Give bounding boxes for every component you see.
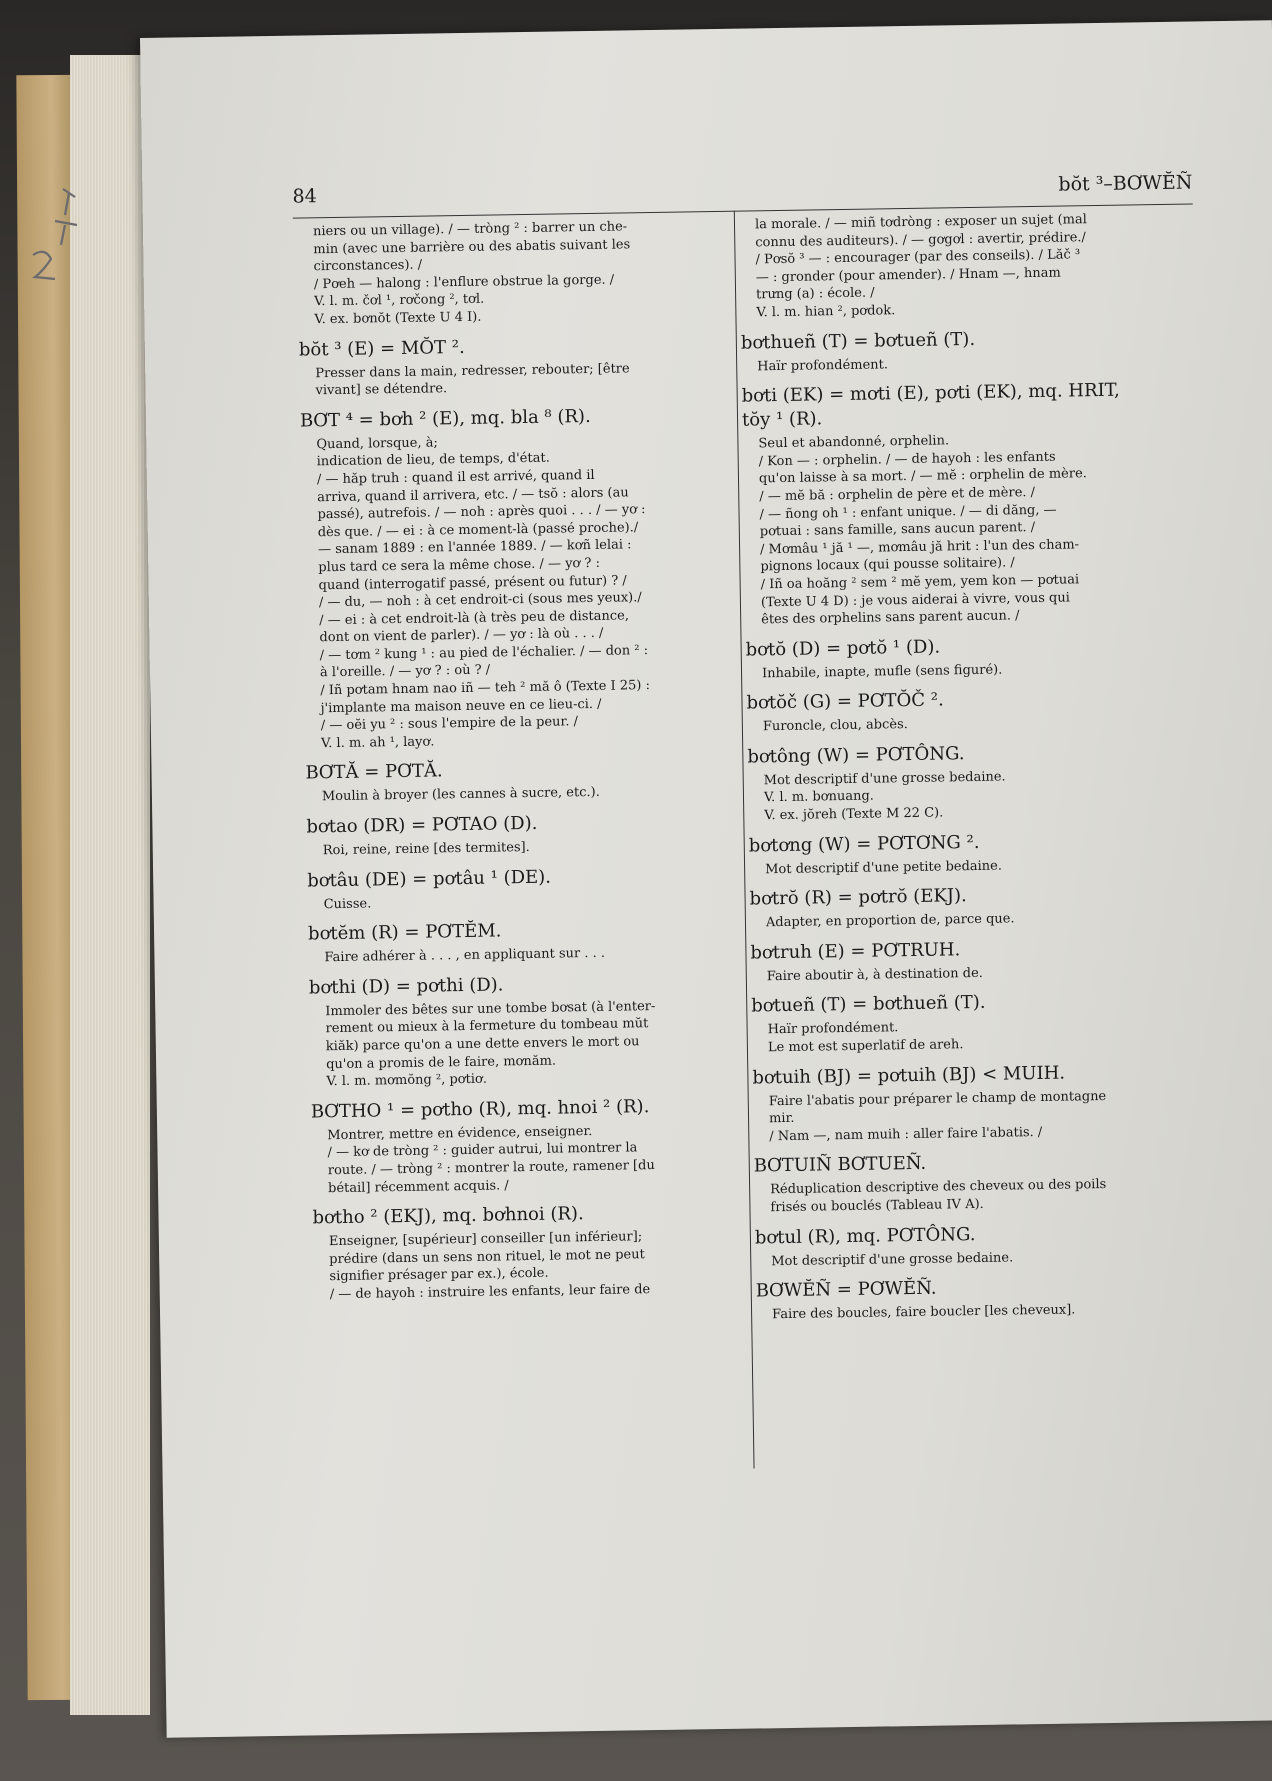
definition-line: Enseigner, [supérieur] conseiller [un inférieur]; bbox=[328, 1229, 643, 1250]
dictionary-entry bbox=[755, 1273, 1168, 1324]
pencil-note bbox=[25, 185, 85, 285]
definition-line: pơtuai : sans famille, sans aucun parent. / bbox=[759, 520, 1036, 540]
definition-line: V. l. m. hian ², pơdok. bbox=[756, 303, 896, 321]
definition-line: V. ex. jŏreh (Texte M 22 C). bbox=[764, 805, 944, 824]
definition-line: Faire aboutir à, à destination de. bbox=[766, 965, 983, 985]
definition-line: vivant] se détendre. bbox=[315, 381, 448, 399]
definition-line: arriva, quand il arrivera, etc. / — tsŏ : alors (au bbox=[317, 484, 629, 505]
entry-headword: bơtĕm (R) = PƠTĔM. bbox=[307, 920, 502, 945]
dictionary-entry bbox=[306, 809, 718, 860]
definition-line: min (avec une barrière ou des abatis suivant les bbox=[313, 236, 631, 257]
dictionary-entry bbox=[750, 935, 1162, 986]
definition-line: Haïr profondément. bbox=[767, 1020, 899, 1038]
definition-line: bétail] récemment acquis. / bbox=[327, 1177, 509, 1196]
entry-headword: bơtao (DR) = PƠTAO (D). bbox=[306, 812, 538, 838]
definition-line: / — ñong oh ¹ : enfant unique. / — di dăng, — bbox=[759, 502, 1057, 522]
definition-line: Le mot est superlatif de areh. bbox=[767, 1037, 964, 1056]
definition-line: / Iñ pơtam hnam nao iñ — teh ² mă ô (Texte I 25) : bbox=[320, 678, 651, 699]
dictionary-entry bbox=[307, 916, 720, 967]
definition-line: — sanam 1889 : en l'année 1889. / — kơñ lelai : bbox=[317, 537, 632, 558]
dictionary-entry bbox=[755, 210, 1152, 322]
definition-line: circonstances). / bbox=[313, 257, 423, 275]
dictionary-entry bbox=[741, 378, 1157, 629]
dictionary-entry bbox=[746, 685, 1158, 736]
entry-headword: bơti (EK) = mơti (E), pơti (EK), mq. HRIT, tŏy ¹ (R). bbox=[741, 379, 1120, 431]
definition-line: Mot descriptif d'une grosse bedaine. bbox=[771, 1250, 1014, 1269]
definition-line: j'implante ma maison neuve en ce lieu-ci. / bbox=[320, 696, 602, 716]
dictionary-entry bbox=[298, 332, 711, 400]
definition-line: Montrer, mettre en évidence, enseigner. bbox=[327, 1123, 593, 1143]
entry-headword: bơtho ² (EKJ), mq. bơhnoi (R). bbox=[312, 1203, 584, 1229]
definition-line: / Nam —, nam muih : aller faire l'abatis. / bbox=[769, 1124, 1043, 1145]
definition-line: à l'oreille. / — yơ ? : où ? / bbox=[319, 663, 491, 681]
definition-line: frisés ou bouclés (Tableau IV A). bbox=[770, 1196, 984, 1216]
entry-headword: bơtơng (W) = PƠTƠNG ². bbox=[748, 831, 980, 857]
entry-headword: BƠTĂ = PƠTĂ. bbox=[305, 760, 443, 784]
entry-headword: bơtrŏ (R) = pơtrŏ (EKJ). bbox=[749, 885, 967, 910]
definition-line: — : gronder (pour amender). / Hnam —, hnam bbox=[755, 265, 1061, 286]
definition-line: Cuisse. bbox=[323, 896, 372, 912]
dictionary-entry bbox=[745, 632, 1158, 683]
definition-line: Moulin à broyer (les cannes à sucre, etc.). bbox=[321, 785, 600, 805]
definition-line: trưng (a) : école. / bbox=[755, 285, 875, 303]
definition-line: / — hăp truh : quand il est arrivé, quand il bbox=[316, 467, 595, 488]
definition-line: / — oĕi yu ² : sous l'empire de la peur. / bbox=[320, 714, 579, 734]
definition-line: / Pơeh — halong : l'enflure obstrue la gorge. / bbox=[313, 272, 615, 293]
definition-line: dès que. / — ei : à ce moment-là (passé proche)./ bbox=[317, 519, 639, 540]
left-column bbox=[298, 217, 725, 1313]
definition-line: / — ei : à cet endroit-là (à très peu de distance, bbox=[319, 608, 630, 628]
dictionary-entry bbox=[305, 755, 717, 806]
dictionary-entry bbox=[748, 828, 1161, 879]
entry-headword: BƠTHO ¹ = pơtho (R), mq. hnoi ² (R). bbox=[310, 1095, 650, 1123]
definition-line: niers ou un village). / — tròng ² : barrer un che- bbox=[312, 219, 628, 240]
entry-headword: bơthueñ (T) = bơtueñ (T). bbox=[740, 328, 976, 354]
dictionary-entry bbox=[312, 1200, 724, 1304]
definition-line: dont on vient de parler). / — yơ : là où . . . / bbox=[319, 626, 604, 646]
definition-line: (Texte U 4 D) : je vous aiderai à vivre, vous qui bbox=[760, 589, 1070, 610]
definition-line: / Kon — : orphelin. / — de hayoh : les enfants bbox=[758, 449, 1056, 470]
definition-line: Adapter, en proportion de, parce que. bbox=[765, 911, 1015, 931]
definition-line: / Mơmâu ¹ jă ¹ —, mơmâu jă hrit : l'un des cham- bbox=[759, 537, 1080, 558]
right-column bbox=[740, 210, 1167, 1333]
definition-line: passé), autrefois. / — noh : après quoi . . . / — yơ : bbox=[317, 502, 646, 523]
definition-line: kiăk) parce qu'on a une dette envers le mort ou bbox=[325, 1034, 640, 1055]
definition-line: Presser dans la main, redresser, rebouter; [être bbox=[315, 360, 630, 381]
definition-line: pignons locaux (qui pousse solitaire). / bbox=[760, 555, 1015, 575]
entry-headword: bŏt ³ (E) = MŎT ². bbox=[298, 336, 465, 361]
definition-line: V. l. m. ah ¹, layơ. bbox=[320, 734, 435, 752]
definition-line: qu'on laisse à sa mort. / — mĕ : orphelin de mère. bbox=[758, 466, 1087, 487]
entry-headword: BƠT ⁴ = bơh ² (E), mq. bla ⁸ (R). bbox=[299, 405, 591, 432]
entry-headword: bơtul (R), mq. PƠTÔNG. bbox=[754, 1223, 976, 1249]
definition-line: plus tard ce sera la même chose. / — yơ ? : bbox=[318, 555, 601, 576]
definition-line: / — de hayoh : instruire les enfants, leur faire de bbox=[329, 1282, 651, 1303]
entry-headword: bơtuih (BJ) = pơtuih (BJ) < MUIH. bbox=[752, 1062, 1066, 1089]
definition-line: Immoler des bêtes sur une tombe bơsat (à l'enter- bbox=[325, 998, 656, 1020]
dictionary-entry bbox=[753, 1148, 1166, 1216]
dictionary-entry bbox=[752, 1060, 1164, 1146]
dictionary-page bbox=[140, 20, 1272, 1738]
entry-headword: bơtông (W) = PƠTÔNG. bbox=[747, 743, 965, 768]
entry-headword: BƠWĔÑ = PƠWĔÑ. bbox=[755, 1277, 937, 1302]
definition-line: V. l. m. bơnuang. bbox=[763, 789, 874, 806]
dictionary-entry bbox=[310, 1094, 723, 1198]
definition-line: / — mĕ bă : orphelin de père et de mère. / bbox=[759, 484, 1036, 505]
definition-line: Mot descriptif d'une petite bedaine. bbox=[765, 858, 1003, 877]
definition-line: Faire adhérer à . . . , en appliquant sur . . . bbox=[324, 946, 606, 966]
definition-line: / Pơsŏ ³ — : encourager (par des conseils). / Lăč ³ bbox=[755, 247, 1081, 268]
definition-line: V. ex. bơnŏt (Texte U 4 I). bbox=[314, 309, 482, 328]
definition-line: Mot descriptif d'une grosse bedaine. bbox=[763, 769, 1006, 789]
definition-line: Seul et abandonné, orphelin. bbox=[758, 433, 950, 452]
definition-line: indication de lieu, de temps, d'état. bbox=[316, 450, 550, 470]
definition-line: / — tơm ² kung ¹ : au pied de l'échalier. / — don ² : bbox=[319, 642, 649, 664]
entry-headword: bơtŏ (D) = pơtŏ ¹ (D). bbox=[745, 636, 941, 661]
definition-line: Réduplication descriptive des cheveux ou des poils bbox=[770, 1177, 1107, 1198]
dictionary-entry bbox=[747, 739, 1159, 825]
definition-line: / Iñ oa hoăng ² sem ² mĕ yem, yem kon — pơtuai bbox=[760, 572, 1080, 593]
entry-headword: BƠTUIÑ BƠTUEÑ. bbox=[753, 1153, 927, 1177]
page-edges bbox=[70, 55, 150, 1715]
dictionary-entry bbox=[308, 970, 722, 1091]
definition-line: route. / — tròng ² : montrer la route, ramener [du bbox=[327, 1158, 655, 1179]
dictionary-entry bbox=[754, 1220, 1167, 1271]
running-head: bŏt ³–BƠWĔÑ bbox=[1058, 171, 1193, 196]
entry-headword: bơtueñ (T) = bơthueñ (T). bbox=[751, 992, 986, 1017]
definition-line: mir. bbox=[768, 1111, 795, 1127]
entry-headword: bơtŏč (G) = PƠTŎČ ². bbox=[746, 689, 944, 714]
dictionary-entry bbox=[299, 403, 716, 753]
entry-headword: bơthi (D) = pơthi (D). bbox=[308, 974, 504, 999]
dictionary-entry bbox=[313, 217, 710, 329]
dictionary-entry bbox=[751, 989, 1163, 1057]
dictionary-entry bbox=[740, 325, 1153, 376]
definition-line: / — kơ de tròng ² : guider autrui, lui montrer la bbox=[327, 1140, 638, 1161]
definition-line: Faire l'abatis pour préparer le champ de montagne bbox=[768, 1088, 1107, 1109]
definition-line: V. l. m. čơl ¹, rơčong ², tơl. bbox=[314, 292, 485, 310]
definition-line: Quand, lorsque, à; bbox=[316, 435, 438, 453]
definition-line: Inhabile, inapte, mufle (sens figuré). bbox=[761, 662, 1003, 681]
definition-line: êtes des orphelins sans parent aucun. / bbox=[761, 608, 1020, 628]
definition-line: Furoncle, clou, abcès. bbox=[762, 717, 908, 735]
definition-line: quand (interrogatif passé, présent ou futur) ? / bbox=[318, 572, 627, 593]
definition-line: Roi, reine, reine [des termites]. bbox=[322, 840, 530, 859]
definition-line: / — du, — noh : à cet endroit-ci (sous mes yeux)./ bbox=[318, 590, 642, 611]
definition-line: V. l. m. mơmŏng ², pơtiơ. bbox=[326, 1071, 488, 1090]
entry-headword: bơtâu (DE) = pơtâu ¹ (DE). bbox=[307, 866, 552, 892]
definition-line: prédire (dans un sens non rituel, le mot ne peut bbox=[329, 1246, 645, 1267]
definition-line: rement ou mieux à la fermeture du tombeau mŭt bbox=[325, 1016, 649, 1037]
entry-headword: bơtruh (E) = PƠTRUH. bbox=[750, 939, 961, 964]
page-number: 84 bbox=[292, 185, 317, 208]
dictionary-entry bbox=[307, 863, 719, 914]
definition-line: signifier présager par ex.), école. bbox=[329, 1266, 549, 1285]
dictionary-entry bbox=[749, 881, 1161, 932]
definition-line: connu des auditeurs). / — gơgơl : avertir, prédire./ bbox=[755, 229, 1086, 250]
definition-line: Faire des boucles, faire boucler [les cheveux]. bbox=[772, 1302, 1076, 1323]
definition-line: la morale. / — miñ tơdròng : exposer un sujet (mal bbox=[754, 212, 1087, 233]
definition-line: qu'on a promis de le faire, mơnăm. bbox=[326, 1053, 557, 1072]
definition-line: Haïr profondément. bbox=[757, 356, 889, 374]
page-header bbox=[292, 171, 1192, 213]
